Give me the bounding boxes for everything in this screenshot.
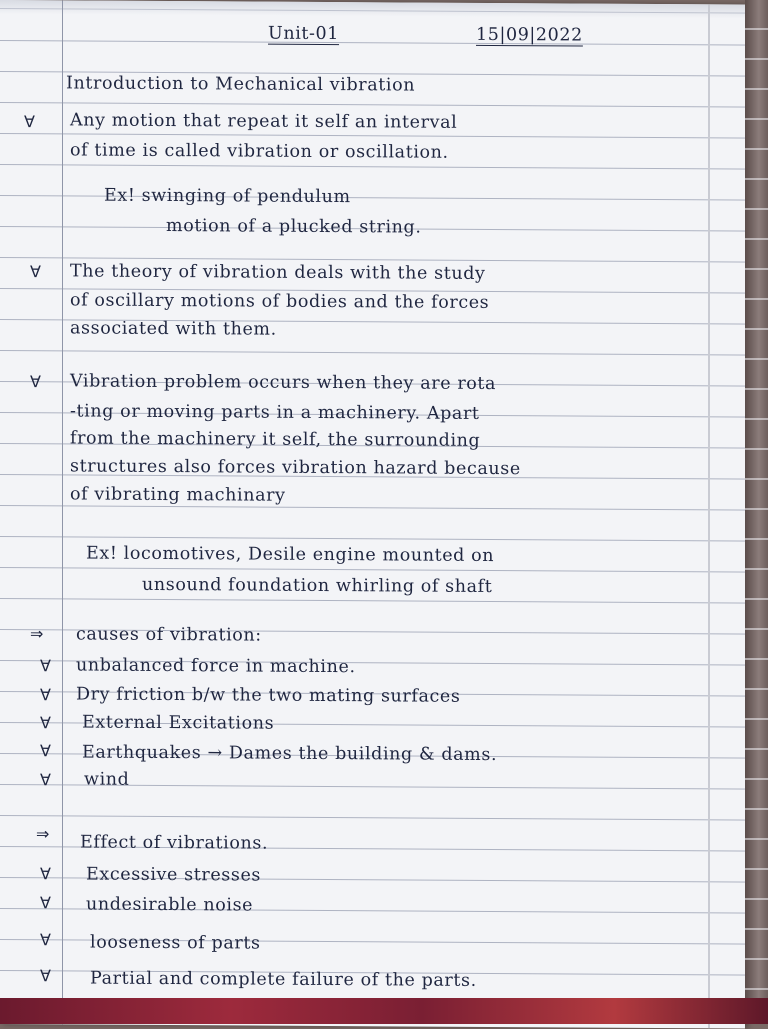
definition-line: Any motion that repeat it self an interval: [70, 110, 458, 133]
effect-item: looseness of parts: [90, 932, 261, 954]
bullet-mark: ∀: [40, 741, 51, 761]
problem-line: from the machinery it self, the surrounding: [70, 428, 481, 451]
cause-item: Dry friction b/w the two mating surfaces: [76, 684, 461, 707]
cause-item: External Excitations: [82, 712, 275, 734]
problem-line: -ting or moving parts in a machinery. Apart: [70, 401, 480, 424]
example-line: Ex! swinging of pendulum: [104, 185, 351, 208]
unit-label: Unit-01: [268, 23, 340, 45]
page-title: Introduction to Mechanical vibration: [66, 73, 416, 96]
bullet-mark: ∀: [40, 864, 51, 884]
margin-line: [62, 0, 63, 1024]
bullet-mark: ∀: [40, 966, 51, 986]
bullet-mark: ∀: [40, 930, 51, 950]
example-line: motion of a plucked string.: [166, 216, 422, 238]
bullet-mark: ∀: [40, 770, 51, 790]
page-top-shadow: [0, 0, 745, 19]
effect-item: Partial and complete failure of the parts.: [90, 968, 477, 991]
example-line: Ex! locomotives, Desile engine mounted on: [86, 543, 495, 567]
causes-heading: causes of vibration:: [76, 624, 262, 646]
cause-item: unbalanced force in machine.: [76, 655, 356, 678]
cause-item: wind: [84, 769, 130, 790]
problem-line: of vibrating machinary: [70, 484, 286, 506]
cause-item: Earthquakes → Dames the building & dams.: [82, 742, 498, 766]
problem-line: structures also forces vibration hazard because: [70, 456, 521, 480]
bullet-mark: ∀: [30, 372, 41, 392]
arrow-mark: ⇒: [30, 624, 44, 644]
theory-line: of oscillary motions of bodies and the forces: [70, 290, 490, 313]
page-right-edge: [708, 4, 710, 1028]
bullet-mark: ∀: [30, 262, 41, 282]
bullet-mark: ∀: [40, 893, 51, 913]
fabric-background: [0, 998, 768, 1024]
back-page-lines: [745, 0, 768, 1024]
theory-line: The theory of vibration deals with the study: [70, 261, 486, 284]
problem-line: Vibration problem occurs when they are rota: [70, 371, 497, 395]
effect-item: undesirable noise: [86, 894, 254, 916]
bullet-mark: ∀: [40, 685, 51, 705]
arrow-mark: ⇒: [36, 824, 50, 844]
bullet-mark: ∀: [24, 112, 35, 132]
effect-item: Excessive stresses: [86, 864, 261, 886]
definition-line: of time is called vibration or oscillation.: [70, 140, 449, 163]
theory-line: associated with them.: [70, 318, 277, 340]
bullet-mark: ∀: [40, 656, 51, 676]
example-line: unsound foundation whirling of shaft: [142, 574, 493, 598]
date-label: 15|09|2022: [476, 24, 583, 46]
effects-heading: Effect of vibrations.: [80, 832, 269, 854]
bullet-mark: ∀: [40, 713, 51, 733]
